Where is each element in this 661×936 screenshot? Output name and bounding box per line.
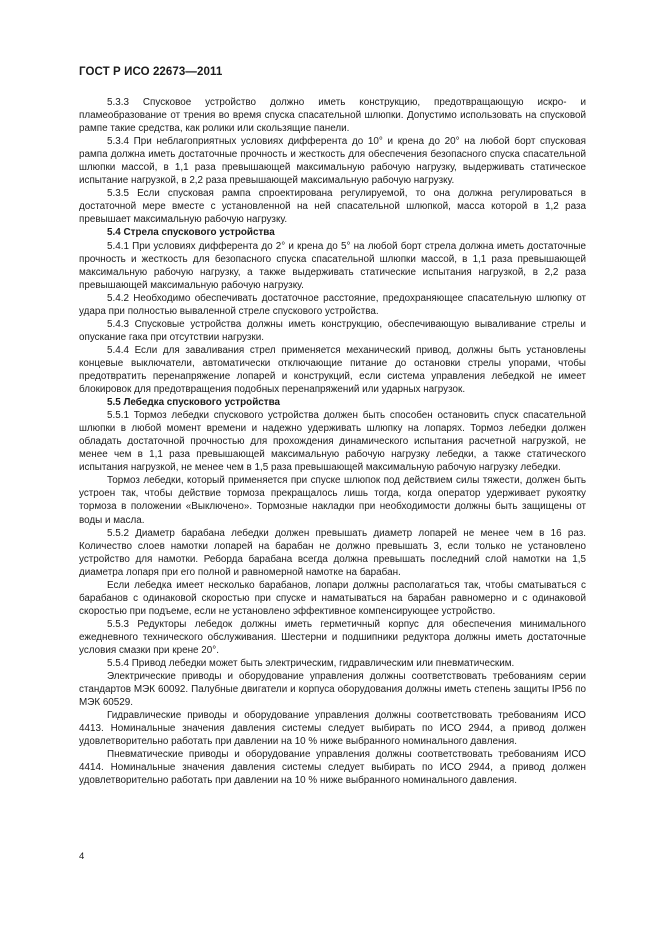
paragraph-hydraulic-drives: Гидравлические приводы и оборудование управления должны соответствовать требованиям ИСО 4413. Номинальные значения давления системы следует выбирать по ИСО 2944, а привод должен удовлетворительно работать при давлении на 10 % ниже выбранного номинального давления. [79,710,586,748]
section-heading-5-4: 5.4 Стрела спускового устройства [107,227,275,239]
paragraph-5-3-4: 5.3.4 При неблагоприятных условиях дифферента до 10° и крена до 20° на любой борт спусковая рампа должна иметь достаточные прочность и жесткость для обеспечения безопасного спуска спасательной шлюпки массой, в 1,1 раза превышающей максимальную рабочую нагрузку, выдерживать статическое испытание нагрузкой, в 2,2 раза превышающей максимальную рабочую нагрузку. [79,136,586,187]
paragraph-5-4-2: 5.4.2 Необходимо обеспечивать достаточное расстояние, предохраняющее спасательную шлюпку от удара при полностью вываленной стреле спускового устройства. [79,292,586,317]
page-number: 4 [79,851,85,862]
document-header: ГОСТ Р ИСО 22673—2011 [79,66,223,78]
paragraph-5-5-2-drums: Если лебедка имеет несколько барабанов, лопари должны располагаться так, чтобы сматываться с барабанов с одинаковой скоростью при спуске и наматываться на барабан равномерно и с одинаковой скоростью при подъеме, если не установлено эффективное компенсирующее устройство. [79,579,586,617]
document-body [79,96,586,787]
paragraph-5-5-2: 5.5.2 Диаметр барабана лебедки должен превышать диаметр лопарей не менее чем в 16 раз. Количество слоев намотки лопарей на барабан не должно превышать 3, если только не установлено устройство для намотки. Реборда барабана всегда должна превышать последний слой намотки на 1,5 диаметра лопаря при его полной и равномерной намотке на барабан. [79,527,586,578]
section-heading-5-5: 5.5 Лебедка спускового устройства [107,397,281,409]
paragraph-5-3-5: 5.3.5 Если спусковая рампа спроектирована регулируемой, то она должна регулироваться в достаточной мере вместе с установленной на ней спасательной шлюпкой, масса которой в 1,2 раза превышает максимальную рабочую нагрузку. [79,188,586,226]
paragraph-5-5-4: 5.5.4 Привод лебедки может быть электрическим, гидравлическим или пневматическим. [107,658,515,670]
paragraph-pneumatic-drives: Пневматические приводы и оборудование управления должны соответствовать требованиям ИСО 4414. Номинальные значения давления системы следует выбирать по ИСО 2944, а привод должен удовлетворительно работать при давлении на 10 % ниже выбранного номинального давления. [79,749,586,787]
paragraph-5-4-4: 5.4.4 Если для заваливания стрел применяется механический привод, должны быть установлены концевые выключатели, автоматически отключающие питание до остановки стрелы упорами, чтобы предотвратить перенапряжение лопарей и конструкций, если система управления лебедкой не имеет блокировок для предотвращения подобных перенапряжений или ударных нагрузок. [79,344,586,396]
paragraph-5-3-3: 5.3.3 Спусковое устройство должно иметь конструкцию, предотвращающую искро- и пламеобразование от трения во время спуска спасательной шлюпки. Допустимо использовать на спусковой рампе такие средства, как ролики или скользящие панели. [79,97,586,135]
paragraph-5-4-3: 5.4.3 Спусковые устройства должны иметь конструкцию, обеспечивающую вываливание стрелы и опускание гака при отсутствии нагрузки. [79,318,586,343]
paragraph-5-5-1-brake: Тормоз лебедки, который применяется при спуске шлюпок под действием силы тяжести, должен быть устроен так, чтобы действие тормоза прекращалось лишь тогда, когда оператор удерживает рукоятку тормоза в положении «Выключено». Тормозные накладки при необходимости должны быть защищены от воды и масла. [79,475,586,526]
paragraph-5-5-1: 5.5.1 Тормоз лебедки спускового устройства должен быть способен остановить спуск спасательной шлюпки в любой момент времени и надежно удерживать шлюпку на лопарях. Тормоз лебедки должен обладать достаточной прочностью для прохождения динамического испытания расчетной нагрузкой, не менее чем в 1,1 раза превышающей максимальную рабочую нагрузку лебедки, а также статического испытания нагрузкой, не менее чем в 1,5 раза превышающей максимальную рабочую нагрузку лебедки. [79,410,586,474]
paragraph-5-4-1: 5.4.1 При условиях дифферента до 2° и крена до 5° на любой борт стрела должна иметь достаточные прочность и жесткость для безопасного спуска спасательной шлюпки массой, в 1,1 раза превышающей максимальную рабочую нагрузку, а также выдерживать статические испытания нагрузкой, в 2,2 раза превышающей максимальную рабочую нагрузку. [79,240,586,291]
paragraph-electric-drives: Электрические приводы и оборудование управления должны соответствовать требованиям серии стандартов МЭК 60092. Палубные двигатели и корпуса оборудования должны иметь степень защиты IP56 по МЭК 60529. [79,671,586,709]
paragraph-5-5-3: 5.5.3 Редукторы лебедок должны иметь герметичный корпус для обеспечения минимального ежедневного технического обслуживания. Шестерни и подшипники редуктора должны иметь достаточные условия смазки при крене 20°. [79,618,586,656]
